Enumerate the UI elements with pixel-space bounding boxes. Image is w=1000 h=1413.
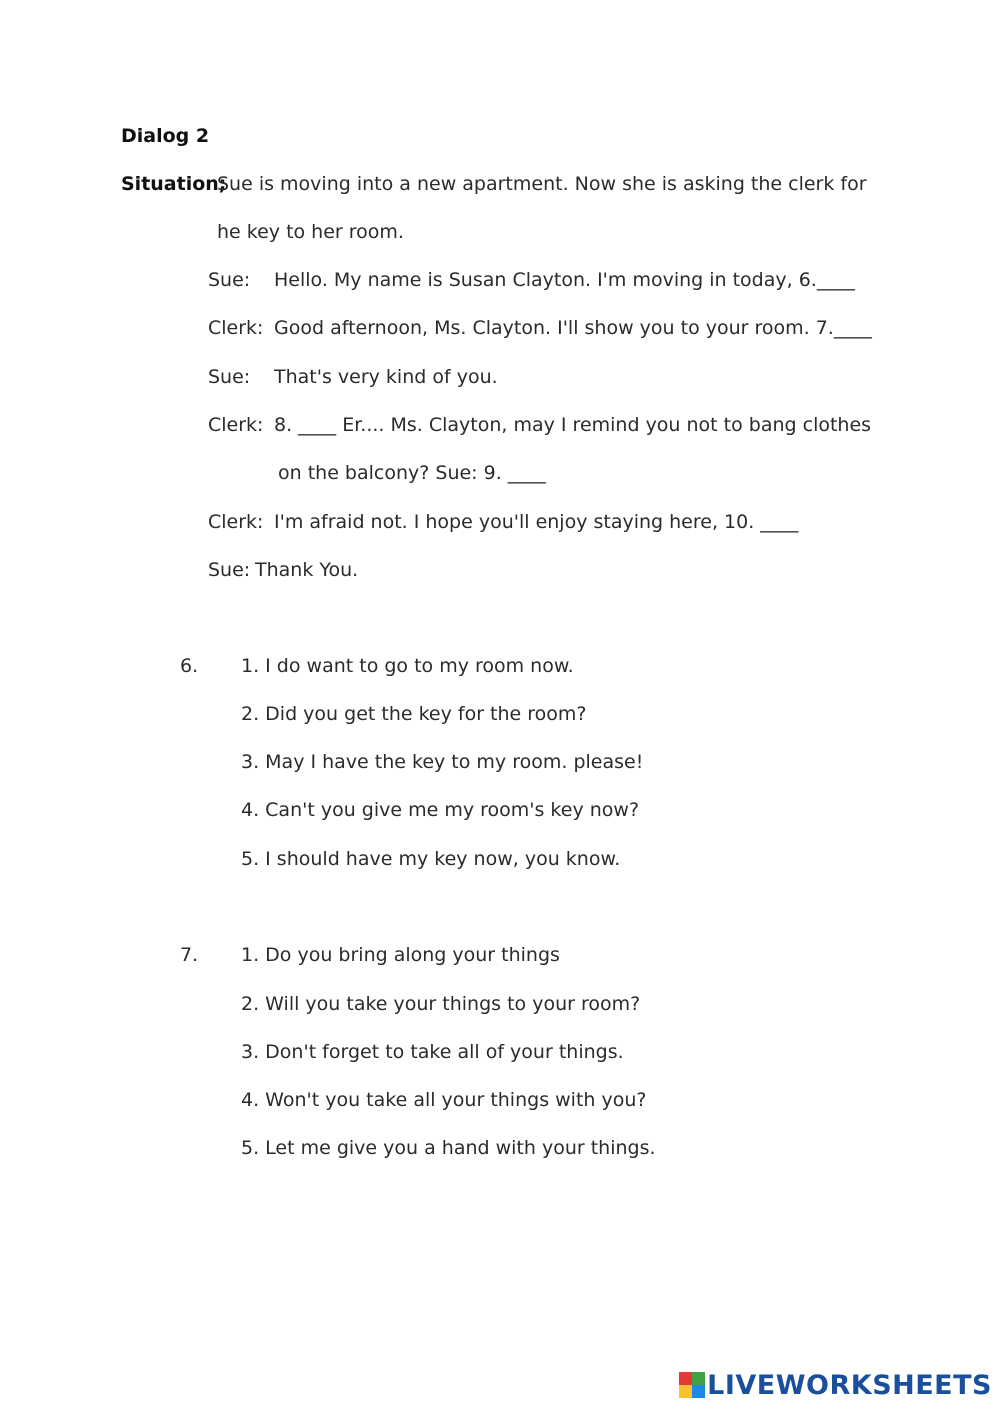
liveworksheets-logo: [679, 1365, 992, 1405]
logo-mark-icon: [679, 1372, 705, 1398]
question-6-option-5: 5. I should have my key now, you know.: [241, 848, 621, 870]
question-7-option-2: 2. Will you take your things to your room?: [241, 993, 641, 1015]
dialog-line: Good afternoon, Ms. Clayton. I'll show you to your room. 7.____: [274, 317, 872, 339]
dialog-line: Thank You.: [255, 559, 359, 581]
dialog-speaker: Sue:: [208, 366, 251, 388]
dialog-line: 8. ____ Er.... Ms. Clayton, may I remind you not to bang clothes: [274, 414, 872, 436]
dialog-speaker: Sue:: [208, 559, 251, 581]
dialog-line-continuation: on the balcony? Sue: 9. ____: [278, 462, 546, 484]
question-7-option-4: 4. Won't you take all your things with you?: [241, 1089, 647, 1111]
dialog-title: Dialog 2: [121, 125, 210, 147]
situation-text-line-1: Sue is moving into a new apartment. Now she is asking the clerk for: [217, 173, 867, 195]
dialog-line: I'm afraid not. I hope you'll enjoy staying here, 10. ____: [274, 511, 799, 533]
logo-text: LIVEWORKSHEETS: [707, 1369, 992, 1401]
situation-text-line-2: he key to her room.: [217, 221, 404, 243]
question-7-option-1: 1. Do you bring along your things: [241, 944, 560, 966]
question-6-option-2: 2. Did you get the key for the room?: [241, 703, 587, 725]
situation-label: Situation;: [121, 173, 227, 195]
question-7-option-5: 5. Let me give you a hand with your things.: [241, 1137, 656, 1159]
question-7-option-3: 3. Don't forget to take all of your things.: [241, 1041, 624, 1063]
dialog-speaker: Sue:: [208, 269, 251, 291]
dialog-speaker: Clerk:: [208, 317, 264, 339]
question-6-option-1: 1. I do want to go to my room now.: [241, 655, 574, 677]
question-number-6: 6.: [180, 655, 199, 677]
question-number-7: 7.: [180, 944, 199, 966]
dialog-speaker: Clerk:: [208, 414, 264, 436]
dialog-line: That's very kind of you.: [274, 366, 498, 388]
dialog-speaker: Clerk:: [208, 511, 264, 533]
question-6-option-3: 3. May I have the key to my room. please!: [241, 751, 644, 773]
dialog-line: Hello. My name is Susan Clayton. I'm moving in today, 6.____: [274, 269, 855, 291]
question-6-option-4: 4. Can't you give me my room's key now?: [241, 799, 640, 821]
